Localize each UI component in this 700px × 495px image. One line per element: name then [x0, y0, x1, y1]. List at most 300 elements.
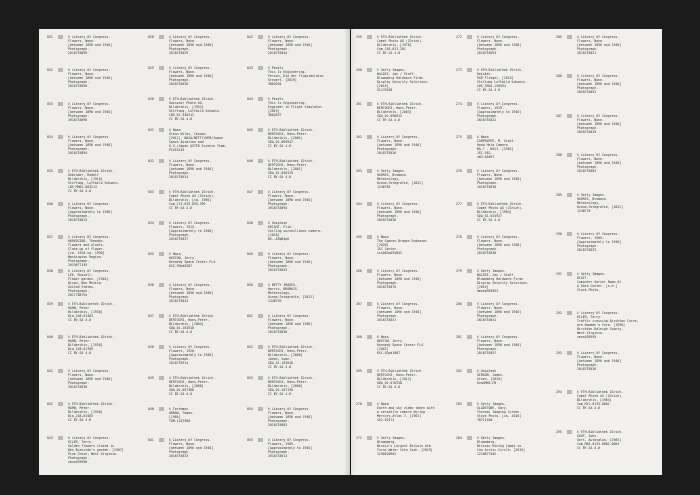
caption-line: © Library Of Congress.: [169, 159, 212, 163]
caption-line: Comet Photo AG (Zürich).: [377, 39, 424, 43]
entry-number: 033: [148, 190, 154, 194]
caption-line: © Getty Images.: [577, 192, 606, 197]
thumbnail-image: [159, 283, 164, 287]
caption-line: HARRIS, Bromaie.: [377, 172, 408, 177]
caption-line: the Arctic Circle. [2019]: [477, 447, 525, 452]
caption-line: © Library Of Congress.: [169, 345, 212, 349]
caption-line: CC BY-SA 4.0: [377, 117, 401, 122]
thumbnail-image: [567, 390, 572, 394]
thumbnail-image: [367, 102, 372, 106]
thumbnail-image: [159, 345, 164, 349]
caption-line: Photograph.: [268, 450, 290, 454]
caption-line: Kennedy Space Center FL4.: [169, 260, 217, 264]
caption-line: S62-02474: [377, 418, 395, 423]
caption-line: Photograph.: [268, 202, 290, 206]
caption-line: © Library Of Congress.: [377, 135, 420, 140]
thumbnail-image: [567, 311, 572, 315]
caption-line: 1196820902: [377, 451, 397, 456]
caption-line: 1210877402: [477, 451, 497, 456]
caption-line: [between 1890 and 1940]: [577, 161, 622, 166]
entry-number: 265: [356, 235, 362, 240]
caption-line: Space Aviation and: [169, 140, 204, 144]
thumbnail-image: [367, 436, 372, 440]
caption-line: CC BY-SA 4.0: [68, 351, 92, 356]
caption-line: KSC-99pd0387: [169, 264, 193, 268]
caption-line: Flowers, None.: [268, 39, 295, 43]
caption-line: Stock Photo. [ca. 2010]: [477, 414, 522, 419]
caption-line: Photograph.: [68, 47, 90, 51]
caption-line: Photograph.: [377, 213, 399, 218]
caption-line: [between 1890 and 1940]: [68, 43, 113, 47]
caption-line: Bloomberg.: [377, 439, 397, 444]
caption-line: [between 1890 and 1940]: [477, 310, 522, 315]
caption-line: © ETH-Bibliothek Zürich.: [377, 35, 424, 39]
caption-line: Kennedy Space Center FL4.: [377, 343, 425, 348]
caption-line: 2018753857: [477, 351, 497, 356]
caption-line: 2018753838: [577, 366, 597, 371]
thumbnail-image: [567, 351, 572, 355]
caption-line: Bildarchiv, [2000]: [268, 384, 303, 388]
caption-line: iss063e055842: [377, 251, 402, 256]
entry-caption: [268, 438, 346, 458]
entry-caption: [169, 438, 247, 458]
caption-line: 2018753028: [169, 82, 189, 86]
caption-line: Photograph.: [577, 125, 599, 130]
thumbnail-image: [567, 114, 572, 118]
thumbnail-image: [467, 302, 472, 306]
entry-caption: [68, 35, 146, 55]
caption-line: a versatile camera during: [377, 410, 425, 415]
caption-line: 6vaXMK8-FB: [477, 380, 497, 385]
caption-line: Jaeen, Swan.: [268, 357, 292, 361]
thumbnail-image: [367, 135, 372, 139]
entry-caption: [477, 235, 555, 255]
entry-number: 286: [556, 74, 562, 79]
entry-caption: [169, 97, 247, 121]
caption-line: 2018753843: [268, 268, 288, 272]
entry-number: 054: [247, 407, 253, 411]
thumbnail-image: [467, 369, 472, 373]
caption-line: HAHN, Peter.: [68, 306, 92, 311]
caption-line: LEE, Russell.: [68, 272, 93, 277]
caption-line: Photograph.: [68, 455, 90, 460]
caption-line: [between 1890 and 1940]: [477, 243, 522, 248]
entry-caption: [577, 272, 655, 292]
entry-caption: [169, 407, 247, 423]
caption-line: Gert, Autovalon, [1965]: [577, 437, 622, 442]
caption-line: Flowers, None.: [268, 194, 295, 198]
entry-caption: [68, 235, 146, 267]
caption-line: CC BY-SA 4.0: [268, 175, 292, 179]
entry-number: 267: [356, 302, 362, 307]
caption-line: 2018753813: [268, 454, 288, 458]
caption-line: Flowers, None.: [169, 287, 196, 291]
entry-number: 288: [556, 153, 562, 158]
entry-number: 259: [356, 35, 362, 39]
caption-line: [between 1890 and 1940]: [268, 43, 313, 47]
caption-line: BERTOCHI, Hans-Peter.: [169, 318, 210, 322]
entry-caption: [477, 369, 555, 385]
entry-caption: [268, 407, 346, 427]
caption-line: 2019677149: [68, 263, 88, 268]
entry-number: 270: [356, 402, 362, 407]
entry-caption: [169, 35, 247, 55]
caption-line: Photograph.: [477, 113, 499, 118]
caption-line: © BETTY IMAGES.: [268, 283, 297, 287]
entry-number: 036: [148, 283, 154, 287]
caption-line: © Library Of Congress.: [68, 268, 111, 273]
caption-line: [between 1890 and 1940]: [377, 143, 422, 148]
entry-number: 055: [247, 438, 253, 442]
entry-caption: [577, 114, 655, 134]
caption-line: Photograph.: [577, 362, 599, 367]
caption-line: WALDIE, Jan / Staff.: [377, 72, 416, 77]
caption-line: Flowers, None.: [377, 205, 404, 210]
caption-line: Flowers, None.: [577, 78, 604, 83]
caption-line: Ozone-Fotografie, [2022]: [268, 295, 315, 299]
caption-line: Bildarchiv, [1964]: [577, 398, 612, 403]
caption-line: cmns035995: [577, 335, 597, 340]
caption-line: 2018753826: [377, 151, 397, 156]
caption-line: Golden flowers closed in: [68, 443, 115, 448]
thumbnail-image: [58, 102, 63, 106]
caption-line: [between 1890 and 1940]: [477, 176, 522, 181]
caption-line: Ben Burnside's garden. [1987]: [68, 447, 124, 452]
caption-line: 2018753838: [68, 384, 88, 389]
entry-caption: [477, 102, 555, 122]
caption-line: 2018753894: [68, 151, 88, 156]
caption-line: Photograph.: [68, 113, 90, 118]
caption-line: Turns Water Into Cash. [2019]: [377, 447, 433, 452]
caption-line: This Is Engineering.: [268, 70, 307, 74]
caption-line: 1348785: [377, 184, 391, 189]
caption-line: Photograph.: [477, 347, 499, 352]
thumbnail-image: [58, 369, 63, 373]
caption-line: LBS_MH01-003214: [68, 184, 97, 189]
caption-line: [between 1890 and 1940]: [169, 446, 214, 450]
entry-number: 290: [556, 232, 562, 237]
caption-line: Com_C03-011-201: [377, 47, 406, 51]
caption-line: Bildarchiv, [ca. 1965]: [169, 198, 212, 202]
caption-line: Traffic crossing Birchton Curve,: [577, 319, 639, 324]
caption-line: Flowers, None.: [268, 318, 295, 322]
caption-line: © Library Of Congress.: [577, 232, 620, 237]
entry-number: 052: [247, 345, 253, 349]
caption-line: © Nasa: [377, 335, 389, 340]
caption-line: CC BY-SA 4.0: [169, 392, 193, 396]
caption-line: Flowers, None.: [577, 117, 604, 122]
caption-line: Flowers, 1915.: [169, 225, 196, 229]
caption-line: West Virginia.: [577, 331, 604, 336]
caption-line: BERTOCHI, Hans-Peter.: [377, 105, 418, 110]
caption-line: Flowers, None.: [577, 157, 604, 162]
caption-line: [between 1890 and 1940]: [477, 43, 522, 47]
caption-line: Flowers, None.: [377, 139, 404, 144]
caption-line: 2018753830: [477, 251, 497, 256]
thumbnail-image: [367, 369, 372, 373]
caption-line: Photograph.: [268, 47, 290, 51]
caption-line: [Approximately to 1940]: [68, 209, 113, 214]
caption-line: © Library Of Congress.: [477, 168, 520, 173]
thumbnail-image: [467, 135, 472, 139]
thumbnail-image: [258, 407, 263, 411]
caption-line: Photograph.: [268, 326, 290, 330]
caption-line: CC BY-SA 4.0: [377, 51, 401, 55]
caption-line: Flowers, None.: [169, 70, 196, 74]
caption-line: amoeb955893: [477, 288, 499, 293]
caption-line: Meteorology,: [268, 291, 292, 295]
caption-line: © Library Of Congress.: [268, 438, 311, 442]
thumbnail-image: [467, 335, 472, 339]
caption-line: KILER, Terry.: [68, 439, 93, 444]
thumbnail-image: [258, 221, 263, 225]
caption-line: Ozone-Fotografie, [2022]: [577, 204, 624, 209]
caption-line: © ETH-Bibliothek Zürich.: [577, 429, 624, 434]
entry-caption: [577, 35, 655, 55]
caption-line: [between 1890 and 1940]: [169, 291, 214, 295]
entry-number: 289: [556, 192, 562, 197]
entry-caption: [68, 402, 146, 422]
entry-number: 266: [356, 268, 362, 273]
entry-caption: [68, 68, 146, 88]
caption-line: [Approximately to 1940]: [169, 353, 214, 357]
caption-line: Photograph.: [169, 171, 191, 175]
entry-number: 281: [456, 335, 462, 340]
entry-caption: [169, 252, 247, 268]
entry-number: 274: [456, 101, 462, 106]
entry-number: 291: [556, 271, 562, 276]
entry-number: 284: [456, 435, 462, 440]
caption-line: © ETH-Bibliothek Zürich.: [377, 368, 424, 373]
caption-line: RGD Flieger, [2018]: [477, 76, 514, 81]
thumbnail-image: [258, 252, 263, 256]
entry-caption: [169, 283, 247, 303]
caption-line: [between 1890 and 1940]: [377, 310, 422, 315]
entry-number: 045: [247, 128, 253, 132]
caption-line: Com_C13-035-055-399: [169, 202, 206, 206]
entry-caption: [377, 269, 455, 289]
caption-line: Photograph.: [477, 180, 499, 185]
thumbnail-image: [159, 190, 164, 194]
caption-line: Nissin's Largest Bitcoin Atm: [377, 443, 431, 448]
caption-line: Photograph.: [577, 47, 599, 51]
caption-line: 91170528: [377, 88, 393, 93]
caption-line: Dia_248-01404: [68, 314, 93, 319]
caption-line: Photograph.: [377, 314, 399, 319]
entry-caption: [169, 221, 247, 241]
entry-number: 276: [456, 168, 462, 173]
caption-line: 2018753890: [68, 84, 88, 89]
entry-number: 044: [247, 97, 253, 101]
caption-line: GIBSON, James.: [477, 372, 504, 377]
caption-line: © Library Of Congress.: [268, 190, 311, 194]
thumbnail-image: [258, 97, 263, 101]
entry-caption: [68, 135, 146, 155]
entry-caption: [577, 311, 655, 339]
caption-line: Flowers, None.: [68, 205, 95, 210]
caption-line: 2018753829: [577, 129, 597, 134]
caption-line: © ETH-Bibliothek Zürich.: [169, 97, 216, 101]
caption-line: © ETH-Bibliothek Zürich.: [577, 390, 624, 395]
caption-line: Glenn Wiles, Cannon.: [169, 132, 208, 136]
entry-number: 037: [148, 314, 154, 318]
caption-line: 2018753883: [577, 169, 597, 174]
caption-line: Bloomberg Hardware Firms: [477, 276, 524, 281]
caption-line: [2012], NASA/NETTY/KEM/Japan: [169, 136, 223, 140]
caption-line: 2018753896: [68, 117, 88, 122]
entry-caption: [377, 135, 455, 155]
entry-caption: [268, 159, 346, 179]
caption-line: 3862634: [268, 82, 282, 86]
caption-line: BERTOCHI, Hans-Peter.: [268, 349, 309, 353]
caption-line: [between 1890 and 1940]: [577, 358, 622, 363]
caption-line: © ETH-Bibliothek Zürich.: [477, 201, 524, 206]
caption-line: SDA_01-069947: [268, 140, 293, 144]
caption-line: Photograph.: [169, 357, 191, 361]
thumbnail-image: [467, 402, 472, 406]
caption-line: Flowers, None.: [377, 272, 404, 277]
caption-line: Photograph.: [577, 86, 599, 91]
thumbnail-image: [58, 169, 63, 173]
entry-number: 261: [356, 101, 362, 106]
caption-line: [between 1890 and 1940]: [169, 167, 214, 171]
caption-line: SDA_01-103018: [169, 326, 194, 330]
caption-line: 1348759: [268, 299, 282, 303]
thumbnail-image: [159, 314, 164, 318]
entry-number: 277: [456, 201, 462, 206]
entry-number: 028: [148, 35, 154, 39]
thumbnail-image: [467, 35, 472, 39]
entry-caption: [377, 235, 455, 255]
caption-line: © Library Of Congress.: [477, 101, 520, 106]
caption-line: © Library Of Congress.: [477, 235, 520, 240]
caption-line: Birchton-Raleigh County,: [577, 327, 624, 332]
thumbnail-image: [467, 269, 472, 273]
entry-caption: [68, 335, 146, 355]
caption-line: 2018753843: [169, 299, 189, 303]
caption-line: 3862637: [268, 113, 282, 117]
entry-number: 273: [456, 68, 462, 73]
catalog-entry: [247, 438, 347, 475]
entry-caption: [268, 283, 346, 303]
entry-caption: [169, 128, 247, 152]
entry-caption: [377, 102, 455, 122]
thumbnail-image: [58, 302, 63, 306]
caption-line: CC BY-SA 4.0: [477, 88, 501, 93]
caption-line: 2017788754: [68, 292, 88, 297]
caption-line: Photograph.: [477, 247, 499, 252]
caption-line: Bildarchiv, [1930]: [68, 310, 103, 315]
thumbnail-image: [159, 438, 164, 442]
caption-line: [Approximately to 1940]: [577, 240, 622, 245]
caption-line: Bildarchiv, [2003]: [377, 109, 412, 114]
caption-line: Comet Photo AG (Zürich).: [477, 205, 524, 210]
caption-line: URBAN, Tomas.: [169, 411, 194, 415]
caption-line: 2018753914: [169, 361, 189, 365]
entry-caption: [577, 232, 655, 252]
thumbnail-image: [258, 128, 263, 132]
caption-line: 2018753813: [68, 217, 88, 222]
caption-line: DIGIT.: [577, 275, 589, 280]
caption-line: © ETH-Bibliothek Zürich.: [169, 314, 216, 318]
entry-caption: [268, 221, 346, 241]
caption-line: © Nasa: [169, 128, 181, 132]
thumbnail-image: [258, 159, 263, 163]
caption-line: © Library Of Congress.: [577, 311, 620, 316]
caption-line: CC BY-SA 4.0: [169, 206, 193, 210]
caption-line: 2018753833: [577, 248, 597, 253]
caption-line: © ETH-Bibliothek Zürich.: [268, 376, 315, 380]
caption-line: Steuert. [2019]: [268, 78, 297, 82]
caption-line: © Library Of Congress.: [477, 302, 520, 307]
caption-line: Flower garden. [1940]: [68, 276, 109, 281]
entry-number: 053: [247, 376, 253, 380]
caption-line: © ETH-Bibliothek Zürich.: [268, 345, 315, 349]
caption-line: © Library Of Congress.: [268, 314, 311, 318]
caption-line: © Getty Images.: [477, 435, 506, 440]
entry-number: 039: [148, 376, 154, 380]
caption-line: © Library Of Congress.: [68, 35, 111, 39]
entry-number: 030: [148, 97, 154, 101]
caption-line: © Getty Images.: [377, 435, 406, 440]
caption-line: Thermal Imaging Screen.: [477, 410, 522, 415]
caption-line: HARRIS, Bromaie.: [577, 196, 608, 201]
caption-line: [Approximately to 1940]: [268, 446, 313, 450]
thumbnail-image: [58, 335, 63, 339]
entry-caption: [68, 369, 146, 389]
caption-line: Flowers, None.: [577, 354, 604, 359]
entry-caption: [477, 135, 555, 159]
caption-line: [between 1890 and 1940]: [477, 343, 522, 348]
entry-caption: [577, 153, 655, 173]
thumbnail-image: [258, 66, 263, 70]
thumbnail-image: [258, 376, 263, 380]
entry-caption: [169, 314, 247, 334]
caption-line: © Library Of Congress.: [577, 74, 620, 79]
caption-line: Com_M12-0135-0001: [577, 402, 610, 407]
caption-line: CC BY-SA 4.0: [169, 330, 193, 334]
caption-line: © Library Of Congress.: [577, 113, 620, 118]
caption-line: Bildarchiv, [2000]: [268, 353, 303, 357]
caption-line: Swissair Photo AG.: [169, 101, 204, 105]
caption-line: © ETH-Bibliothek Zürich.: [68, 335, 115, 340]
caption-line: Flowers, None.: [68, 39, 95, 43]
caption-line: © Pexels: [268, 97, 284, 101]
caption-line: WALDIE, Jan / Staff.: [477, 272, 516, 277]
caption-line: Photograph.: [477, 314, 499, 319]
caption-line: 2018753821: [577, 51, 597, 55]
caption-line: Bildarchiv, [1910]: [68, 176, 103, 181]
caption-line: © ETH-Bibliothek Zürich.: [377, 101, 424, 106]
caption-line: © ETH-Bibliothek Zürich.: [68, 402, 115, 407]
thumbnail-image: [159, 66, 164, 70]
caption-line: Meteorology,: [577, 200, 601, 205]
thumbnail-image: [567, 430, 572, 434]
entry-caption: [68, 436, 146, 464]
thumbnail-image: [367, 269, 372, 273]
caption-line: BERTOCHI, Hans-Peter.: [268, 163, 309, 167]
entry-number: 041: [148, 438, 154, 442]
caption-line: Computer Server Room At: [577, 279, 622, 284]
thumbnail-image: [467, 102, 472, 106]
entry-number: 037: [47, 235, 53, 240]
entry-caption: [477, 169, 555, 189]
entry-number: 262: [356, 135, 362, 140]
thumbnail-image: [567, 153, 572, 157]
thumbnail-image: [567, 74, 572, 78]
entry-caption: [477, 402, 555, 422]
entry-number: 032: [148, 159, 154, 163]
